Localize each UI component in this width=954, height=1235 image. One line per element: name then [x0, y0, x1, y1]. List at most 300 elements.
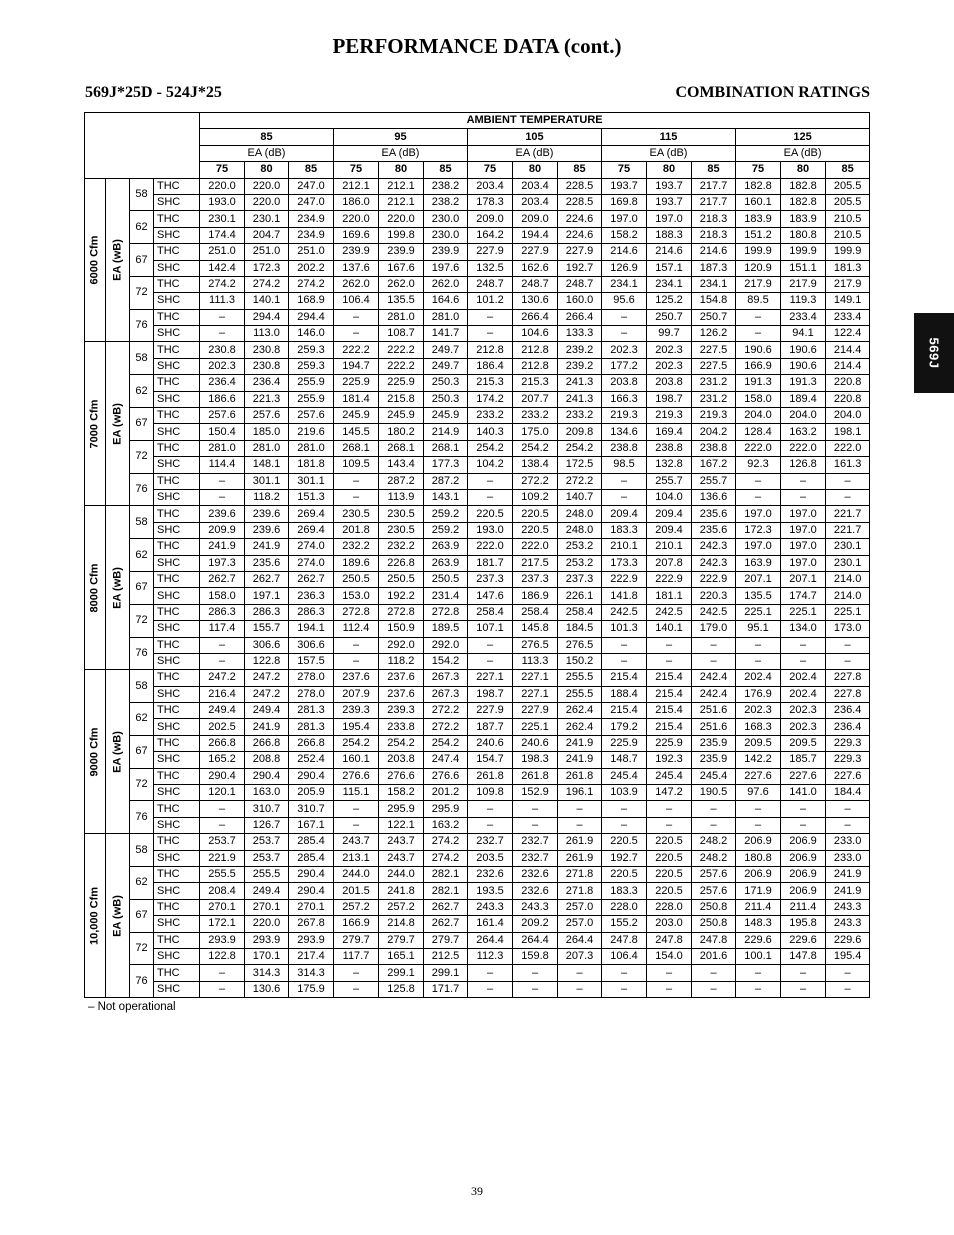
data-cell: 253.7	[245, 850, 289, 866]
data-cell: 182.8	[736, 178, 781, 194]
ea-wb-label: EA (wB)	[111, 894, 123, 937]
data-cell: 238.2	[424, 178, 468, 194]
data-cell: 247.2	[245, 686, 289, 702]
data-cell: 314.3	[245, 965, 289, 981]
data-cell: –	[334, 817, 379, 833]
data-cell: 268.1	[424, 440, 468, 456]
data-cell: 112.3	[468, 948, 513, 964]
table-row	[85, 817, 870, 833]
data-cell: 150.2	[558, 653, 602, 669]
data-cell: 206.9	[781, 866, 826, 882]
thc-label: THC	[154, 506, 200, 522]
data-cell: –	[781, 473, 826, 489]
table-row	[85, 473, 870, 489]
data-cell: 217.7	[692, 194, 736, 210]
table-row	[85, 801, 870, 817]
data-cell: 285.4	[289, 850, 334, 866]
data-cell: 163.0	[245, 785, 289, 801]
data-cell: 128.4	[736, 424, 781, 440]
ea-wb-label-cell	[106, 506, 130, 670]
data-cell: 157.5	[289, 653, 334, 669]
data-cell: –	[468, 489, 513, 505]
wb-value: 76	[130, 801, 154, 834]
data-cell: 190.6	[736, 342, 781, 358]
data-cell: 199.9	[781, 244, 826, 260]
data-cell: 227.9	[468, 703, 513, 719]
data-cell: 268.1	[379, 440, 424, 456]
data-cell: 220.5	[468, 506, 513, 522]
data-cell: 120.9	[736, 260, 781, 276]
data-cell: 192.7	[602, 850, 647, 866]
data-cell: 220.0	[379, 211, 424, 227]
data-cell: 106.4	[334, 293, 379, 309]
data-cell: 272.8	[379, 604, 424, 620]
thc-label: THC	[154, 637, 200, 653]
data-cell: –	[692, 817, 736, 833]
data-cell: –	[736, 981, 781, 997]
data-cell: 113.0	[245, 326, 289, 342]
data-cell: 207.9	[334, 686, 379, 702]
data-cell: 259.3	[289, 342, 334, 358]
data-cell: 217.7	[692, 178, 736, 194]
data-cell: 209.0	[513, 211, 558, 227]
shc-label: SHC	[154, 391, 200, 407]
data-cell: 217.9	[826, 276, 870, 292]
data-cell: 252.4	[289, 752, 334, 768]
table-row	[85, 276, 870, 292]
data-cell: –	[558, 801, 602, 817]
data-cell: 189.5	[424, 621, 468, 637]
thc-label: THC	[154, 539, 200, 555]
data-cell: 237.6	[334, 670, 379, 686]
thc-label: THC	[154, 801, 200, 817]
data-cell: 206.9	[781, 850, 826, 866]
data-cell: 227.9	[513, 244, 558, 260]
data-cell: 212.1	[379, 194, 424, 210]
data-cell: 175.9	[289, 981, 334, 997]
data-cell: 290.4	[289, 883, 334, 899]
data-cell: 286.3	[245, 604, 289, 620]
thc-label: THC	[154, 375, 200, 391]
data-cell: 197.0	[781, 539, 826, 555]
data-cell: 215.4	[602, 703, 647, 719]
data-cell: 270.1	[200, 899, 245, 915]
data-cell: 268.1	[334, 440, 379, 456]
data-cell: 103.9	[602, 785, 647, 801]
data-cell: 241.9	[826, 883, 870, 899]
data-cell: 104.2	[468, 457, 513, 473]
data-cell: 225.9	[602, 735, 647, 751]
data-cell: –	[736, 817, 781, 833]
data-cell: 197.0	[781, 555, 826, 571]
data-cell: 109.2	[513, 489, 558, 505]
wb-value: 58	[130, 506, 154, 539]
data-cell: 220.5	[647, 850, 692, 866]
data-cell: 180.2	[379, 424, 424, 440]
wb-value: 72	[130, 440, 154, 473]
shc-label: SHC	[154, 883, 200, 899]
wb-value: 76	[130, 309, 154, 342]
data-cell: 135.5	[736, 588, 781, 604]
data-cell: 216.4	[200, 686, 245, 702]
data-cell: 143.1	[424, 489, 468, 505]
data-cell: 225.9	[379, 375, 424, 391]
shc-label: SHC	[154, 293, 200, 309]
data-cell: 230.5	[379, 506, 424, 522]
data-cell: 209.2	[513, 916, 558, 932]
data-cell: 204.0	[736, 408, 781, 424]
data-cell: –	[602, 489, 647, 505]
table-row	[85, 555, 870, 571]
data-cell: 272.8	[334, 604, 379, 620]
data-cell: 243.3	[468, 899, 513, 915]
data-cell: 163.2	[781, 424, 826, 440]
data-cell: 134.6	[602, 424, 647, 440]
data-cell: 219.3	[692, 408, 736, 424]
data-cell: –	[200, 965, 245, 981]
data-cell: –	[781, 489, 826, 505]
data-cell: 222.2	[379, 342, 424, 358]
data-cell: 258.4	[558, 604, 602, 620]
data-cell: 202.3	[781, 719, 826, 735]
data-cell: 202.5	[200, 719, 245, 735]
data-cell: –	[826, 489, 870, 505]
data-cell: 294.4	[245, 309, 289, 325]
data-cell: –	[200, 637, 245, 653]
cfm-label: 8000 Cfm	[88, 563, 101, 613]
table-row	[85, 440, 870, 456]
data-cell: 233.8	[379, 719, 424, 735]
data-cell: 241.9	[200, 539, 245, 555]
data-cell: 159.8	[513, 948, 558, 964]
data-cell: 220.5	[602, 834, 647, 850]
data-cell: 239.9	[424, 244, 468, 260]
data-cell: 197.0	[736, 506, 781, 522]
data-cell: 100.1	[736, 948, 781, 964]
data-cell: –	[602, 326, 647, 342]
page-number: 39	[471, 1184, 483, 1198]
data-cell: 174.4	[200, 227, 245, 243]
data-cell: 274.0	[289, 555, 334, 571]
data-cell: 158.0	[200, 588, 245, 604]
data-cell: 262.0	[334, 276, 379, 292]
data-cell: 276.5	[558, 637, 602, 653]
data-cell: 108.7	[379, 326, 424, 342]
data-cell: –	[826, 965, 870, 981]
data-cell: 251.6	[692, 703, 736, 719]
data-cell: 220.5	[647, 883, 692, 899]
data-cell: 217.9	[781, 276, 826, 292]
data-cell: 220.0	[245, 194, 289, 210]
data-cell: 232.2	[334, 539, 379, 555]
shc-label: SHC	[154, 719, 200, 735]
ea-wb-label: EA (wB)	[111, 239, 123, 281]
data-cell: 266.8	[289, 735, 334, 751]
data-cell: 257.6	[692, 866, 736, 882]
data-cell: 258.4	[468, 604, 513, 620]
data-cell: 132.5	[468, 260, 513, 276]
table-row	[85, 506, 870, 522]
data-cell: –	[781, 965, 826, 981]
data-cell: 255.5	[558, 686, 602, 702]
data-cell: –	[647, 817, 692, 833]
data-cell: 210.5	[826, 227, 870, 243]
data-cell: 228.0	[647, 899, 692, 915]
data-cell: 104.6	[513, 326, 558, 342]
data-cell: 261.8	[558, 768, 602, 784]
data-cell: 247.2	[245, 670, 289, 686]
data-cell: 255.7	[647, 473, 692, 489]
side-tab	[914, 313, 954, 393]
data-cell: 204.0	[826, 408, 870, 424]
ea-db-header: EA (dB)	[334, 145, 468, 161]
data-cell: 203.8	[602, 375, 647, 391]
data-cell: –	[200, 653, 245, 669]
ea-wb-label: EA (wB)	[111, 730, 123, 773]
data-cell: –	[200, 817, 245, 833]
data-cell: 241.9	[826, 866, 870, 882]
data-cell: –	[602, 637, 647, 653]
data-cell: 155.2	[602, 916, 647, 932]
data-cell: –	[647, 965, 692, 981]
data-cell: 182.8	[781, 178, 826, 194]
data-cell: 134.0	[781, 621, 826, 637]
data-cell: 166.9	[334, 916, 379, 932]
data-cell: –	[781, 653, 826, 669]
data-cell: 211.4	[736, 899, 781, 915]
data-cell: 186.0	[334, 194, 379, 210]
data-cell: 193.7	[602, 178, 647, 194]
data-cell: 220.8	[826, 375, 870, 391]
shc-label: SHC	[154, 621, 200, 637]
shc-label: SHC	[154, 752, 200, 768]
data-cell: 219.3	[602, 408, 647, 424]
thc-label: THC	[154, 604, 200, 620]
data-cell: 153.0	[334, 588, 379, 604]
data-cell: 257.6	[200, 408, 245, 424]
data-cell: 278.0	[289, 686, 334, 702]
data-cell: –	[513, 817, 558, 833]
data-cell: 241.9	[558, 735, 602, 751]
data-cell: 222.9	[692, 571, 736, 587]
data-cell: 195.8	[781, 916, 826, 932]
data-cell: 249.4	[200, 703, 245, 719]
data-cell: 225.9	[647, 735, 692, 751]
thc-label: THC	[154, 309, 200, 325]
data-cell: 239.3	[334, 703, 379, 719]
data-cell: 150.9	[379, 621, 424, 637]
data-cell: 217.4	[289, 948, 334, 964]
data-cell: 220.5	[513, 522, 558, 538]
data-cell: 109.5	[334, 457, 379, 473]
data-cell: 176.9	[736, 686, 781, 702]
thc-label: THC	[154, 866, 200, 882]
data-cell: 293.9	[200, 932, 245, 948]
data-cell: 190.5	[692, 785, 736, 801]
table-row	[85, 621, 870, 637]
data-cell: –	[468, 965, 513, 981]
data-cell: –	[334, 637, 379, 653]
data-cell: 168.9	[289, 293, 334, 309]
data-cell: 191.3	[781, 375, 826, 391]
data-cell: –	[558, 981, 602, 997]
data-cell: 188.3	[647, 227, 692, 243]
data-cell: 198.7	[647, 391, 692, 407]
data-cell: 229.3	[826, 735, 870, 751]
data-cell: 262.0	[424, 276, 468, 292]
data-cell: 239.6	[200, 506, 245, 522]
data-cell: 224.6	[558, 227, 602, 243]
data-cell: 202.4	[781, 686, 826, 702]
data-cell: 206.9	[736, 834, 781, 850]
data-cell: 114.4	[200, 457, 245, 473]
data-cell: 212.1	[379, 178, 424, 194]
data-cell: 254.2	[468, 440, 513, 456]
data-cell: 101.2	[468, 293, 513, 309]
data-cell: 130.6	[245, 981, 289, 997]
table-row	[85, 932, 870, 948]
data-cell: 220.0	[334, 211, 379, 227]
data-cell: 203.4	[513, 178, 558, 194]
data-cell: 239.2	[558, 358, 602, 374]
data-cell: 281.3	[289, 703, 334, 719]
side-tab-label: 569J	[926, 337, 942, 369]
data-cell: 242.3	[692, 539, 736, 555]
data-cell: 141.0	[781, 785, 826, 801]
ea-db-header: EA (dB)	[468, 145, 602, 161]
data-cell: 227.1	[513, 670, 558, 686]
data-cell: 248.2	[692, 834, 736, 850]
data-cell: 89.5	[736, 293, 781, 309]
data-cell: 219.6	[289, 424, 334, 440]
data-cell: 272.2	[513, 473, 558, 489]
data-cell: 270.1	[245, 899, 289, 915]
data-cell: –	[781, 817, 826, 833]
data-cell: 227.5	[692, 358, 736, 374]
data-cell: 290.4	[289, 866, 334, 882]
data-cell: 126.7	[245, 817, 289, 833]
data-cell: 249.7	[424, 358, 468, 374]
data-cell: 206.9	[781, 834, 826, 850]
data-cell: 198.1	[826, 424, 870, 440]
data-cell: 242.4	[692, 670, 736, 686]
data-cell: 242.5	[692, 604, 736, 620]
data-cell: 167.1	[289, 817, 334, 833]
data-cell: 137.6	[334, 260, 379, 276]
data-cell: 160.1	[334, 752, 379, 768]
data-cell: 204.7	[245, 227, 289, 243]
data-cell: 214.8	[379, 916, 424, 932]
data-cell: 130.6	[513, 293, 558, 309]
data-cell: 222.0	[781, 440, 826, 456]
data-cell: 248.7	[558, 276, 602, 292]
data-cell: 143.4	[379, 457, 424, 473]
data-cell: 255.5	[245, 866, 289, 882]
data-cell: 227.6	[781, 768, 826, 784]
data-cell: 236.4	[200, 375, 245, 391]
shc-label: SHC	[154, 227, 200, 243]
data-cell: 242.5	[602, 604, 647, 620]
data-cell: 310.7	[289, 801, 334, 817]
data-cell: 232.6	[468, 866, 513, 882]
data-cell: 250.8	[692, 899, 736, 915]
data-cell: 152.9	[513, 785, 558, 801]
section-label: COMBINATION RATINGS	[675, 84, 870, 101]
data-cell: 220.5	[647, 866, 692, 882]
data-cell: –	[468, 981, 513, 997]
data-cell: 262.4	[558, 719, 602, 735]
data-cell: 197.3	[200, 555, 245, 571]
ea-wb-label: EA (wB)	[111, 403, 123, 445]
data-cell: 222.0	[736, 440, 781, 456]
data-cell: 209.4	[647, 506, 692, 522]
data-cell: 243.7	[379, 850, 424, 866]
wb-value: 76	[130, 637, 154, 670]
data-cell: 155.7	[245, 621, 289, 637]
data-cell: 181.8	[289, 457, 334, 473]
data-cell: 240.6	[513, 735, 558, 751]
data-cell: 247.2	[200, 670, 245, 686]
data-cell: 269.4	[289, 522, 334, 538]
data-cell: 239.3	[379, 703, 424, 719]
wb-value: 58	[130, 342, 154, 375]
ambient-temp-header: 85	[200, 129, 334, 145]
cfm-label: 9000 Cfm	[88, 727, 101, 777]
data-cell: 220.8	[826, 391, 870, 407]
data-cell: 241.9	[245, 539, 289, 555]
db-value-header: 80	[245, 162, 289, 178]
table-row	[85, 194, 870, 210]
data-cell: 282.1	[424, 866, 468, 882]
data-cell: –	[647, 801, 692, 817]
data-cell: 234.1	[692, 276, 736, 292]
data-cell: 253.2	[558, 539, 602, 555]
wb-value: 58	[130, 670, 154, 703]
data-cell: 263.9	[424, 539, 468, 555]
shc-label: SHC	[154, 457, 200, 473]
ea-wb-label: EA (wB)	[111, 566, 123, 609]
thc-label: THC	[154, 932, 200, 948]
data-cell: 253.7	[245, 834, 289, 850]
header-row-ambient	[85, 113, 870, 129]
data-cell: 249.4	[245, 883, 289, 899]
data-cell: 230.1	[826, 539, 870, 555]
data-cell: 229.3	[826, 752, 870, 768]
data-cell: 271.8	[558, 866, 602, 882]
table-row	[85, 981, 870, 997]
data-cell: 266.8	[245, 735, 289, 751]
data-cell: 229.6	[781, 932, 826, 948]
data-cell: 215.4	[647, 719, 692, 735]
data-cell: 254.2	[558, 440, 602, 456]
data-cell: 113.9	[379, 489, 424, 505]
table-row	[85, 686, 870, 702]
data-cell: 233.4	[781, 309, 826, 325]
data-cell: 221.3	[245, 391, 289, 407]
data-cell: –	[602, 817, 647, 833]
data-cell: 94.1	[781, 326, 826, 342]
data-cell: –	[200, 489, 245, 505]
db-value-header: 85	[424, 162, 468, 178]
data-cell: 244.0	[379, 866, 424, 882]
table-row	[85, 391, 870, 407]
shc-label: SHC	[154, 785, 200, 801]
data-cell: 228.5	[558, 178, 602, 194]
data-cell: 257.6	[245, 408, 289, 424]
data-cell: 262.7	[200, 571, 245, 587]
data-cell: –	[468, 653, 513, 669]
data-cell: 274.0	[289, 539, 334, 555]
